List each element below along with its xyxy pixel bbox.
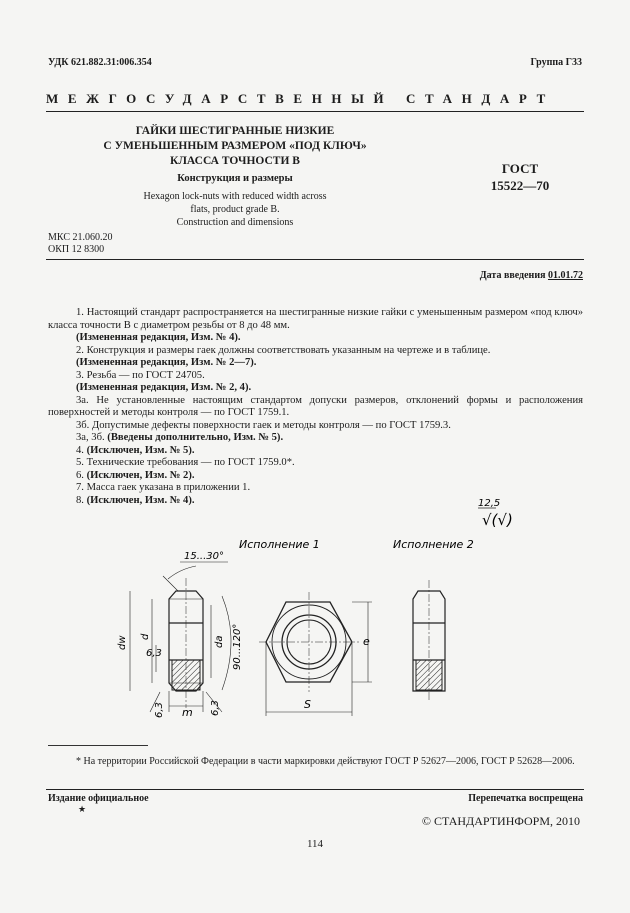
english-title-line-2: flats, product grade B. [190, 204, 280, 215]
dim-6-3-c: 6,3 [210, 700, 221, 716]
footer-rule [46, 789, 584, 790]
clause-8-prefix: 8. [76, 494, 84, 506]
dim-m: m [182, 706, 193, 719]
dim-6-3-a: 6,3 [146, 648, 162, 659]
chamfer-angle-label: 15...30° [184, 551, 224, 562]
page-number: 114 [306, 838, 324, 850]
clause-4-prefix: 4. [76, 444, 84, 456]
group-code: Группа Г33 [530, 57, 582, 68]
english-title-line-3: Construction and dimensions [176, 217, 294, 228]
mks-code: МКС 21.060.20 [48, 232, 113, 243]
clause-6-note: (Исключен, Изм. № 2). [86, 469, 195, 481]
dim-s: S [304, 698, 311, 711]
clause-1: 1. Настоящий стандарт распространяется на шестигранные низкие гайки с уменьшенным размером «под ключ» класса точности В с диаметром резьбы от 8 до 48 мм. [48, 307, 583, 331]
gost-number: 15522—70 [490, 178, 550, 193]
dim-6-3-b: 6,3 [154, 702, 165, 718]
gost-label: ГОСТ [501, 161, 539, 176]
copyright: © СТАНДАРТИНФОРМ, 2010 [421, 814, 580, 828]
clause-5: 5. Технические требования — по ГОСТ 1759.0*. [76, 457, 295, 468]
roughness-value: 12,5 [478, 498, 501, 509]
effective-date-label: Дата введения [479, 270, 546, 281]
clause-4-note: (Исключен, Изм. № 5). [86, 444, 195, 456]
footnote-rule [48, 745, 148, 746]
clause-2: 2. Конструкция и размеры гаек должны соответствовать указанным на чертеже и в таблице. [76, 344, 491, 356]
title-line-2: С УМЕНЬШЕННЫМ РАЗМЕРОМ «ПОД КЛЮЧ» [103, 140, 367, 152]
dim-d: d [140, 633, 151, 640]
clause-1-note: (Измененная редакция, Изм. № 4). [76, 332, 241, 343]
clause-3b: 3б. Допустимые дефекты поверхности гаек и методы контроля — по ГОСТ 1759.3. [76, 419, 451, 431]
title-line-3: КЛАССА ТОЧНОСТИ В [170, 155, 300, 167]
okp-code: ОКП 12 8300 [48, 244, 105, 255]
official-edition: Издание официальное [48, 793, 149, 804]
footnote: * На территории Российской Федерации в части маркировки действуют ГОСТ Р 52627—2006, ГОСТ Р 52628—2006. [76, 756, 575, 767]
clause-3ab-prefix: 3а, 3б. [76, 432, 105, 443]
dim-dw: dw [117, 635, 128, 650]
clause-6-prefix: 6. [76, 469, 84, 481]
bearing-angle-label: 90...120° [232, 623, 243, 670]
roughness-symbol: √(√) [482, 511, 513, 529]
title-line-1: ГАЙКИ ШЕСТИГРАННЫЕ НИЗКИЕ [135, 125, 335, 137]
clause-3ab-note: (Введены дополнительно, Изм. № 5). [107, 432, 284, 443]
variant-2-view [413, 580, 445, 700]
english-title-line-1: Hexagon lock-nuts with reduced width across [143, 191, 327, 202]
standard-banner: МЕЖГОСУДАРСТВЕННЫЙ СТАНДАРТ [46, 91, 555, 106]
document-subtitle: Конструкция и размеры [177, 173, 293, 184]
reprint-notice: Перепечатка воспрещена [468, 793, 583, 804]
dim-da: da [214, 635, 225, 648]
front-view [259, 592, 372, 716]
dim-e: e [363, 635, 370, 648]
variant-1-label: Исполнение 1 [239, 538, 320, 551]
clause-3-note: (Измененная редакция, Изм. № 2, 4). [76, 382, 252, 393]
effective-date-value: 01.01.72 [548, 270, 583, 281]
clause-3: 3. Резьба — по ГОСТ 24705. [76, 369, 205, 381]
clause-8-note: (Исключен, Изм. № 4). [86, 494, 195, 506]
clause-3a: 3а. Не установленные настоящим стандартом допуски размеров, отклонений формы и расположения поверхностей и методы контроля — по ГОСТ 1759.1. [48, 394, 583, 418]
clause-2-note: (Измененная редакция, Изм. № 2—7). [76, 357, 257, 368]
variant-2-label: Исполнение 2 [393, 538, 474, 551]
star-icon: ★ [78, 804, 87, 814]
clause-7: 7. Масса гаек указана в приложении 1. [76, 482, 251, 493]
udk-code: УДК 621.882.31:006.354 [48, 57, 152, 68]
